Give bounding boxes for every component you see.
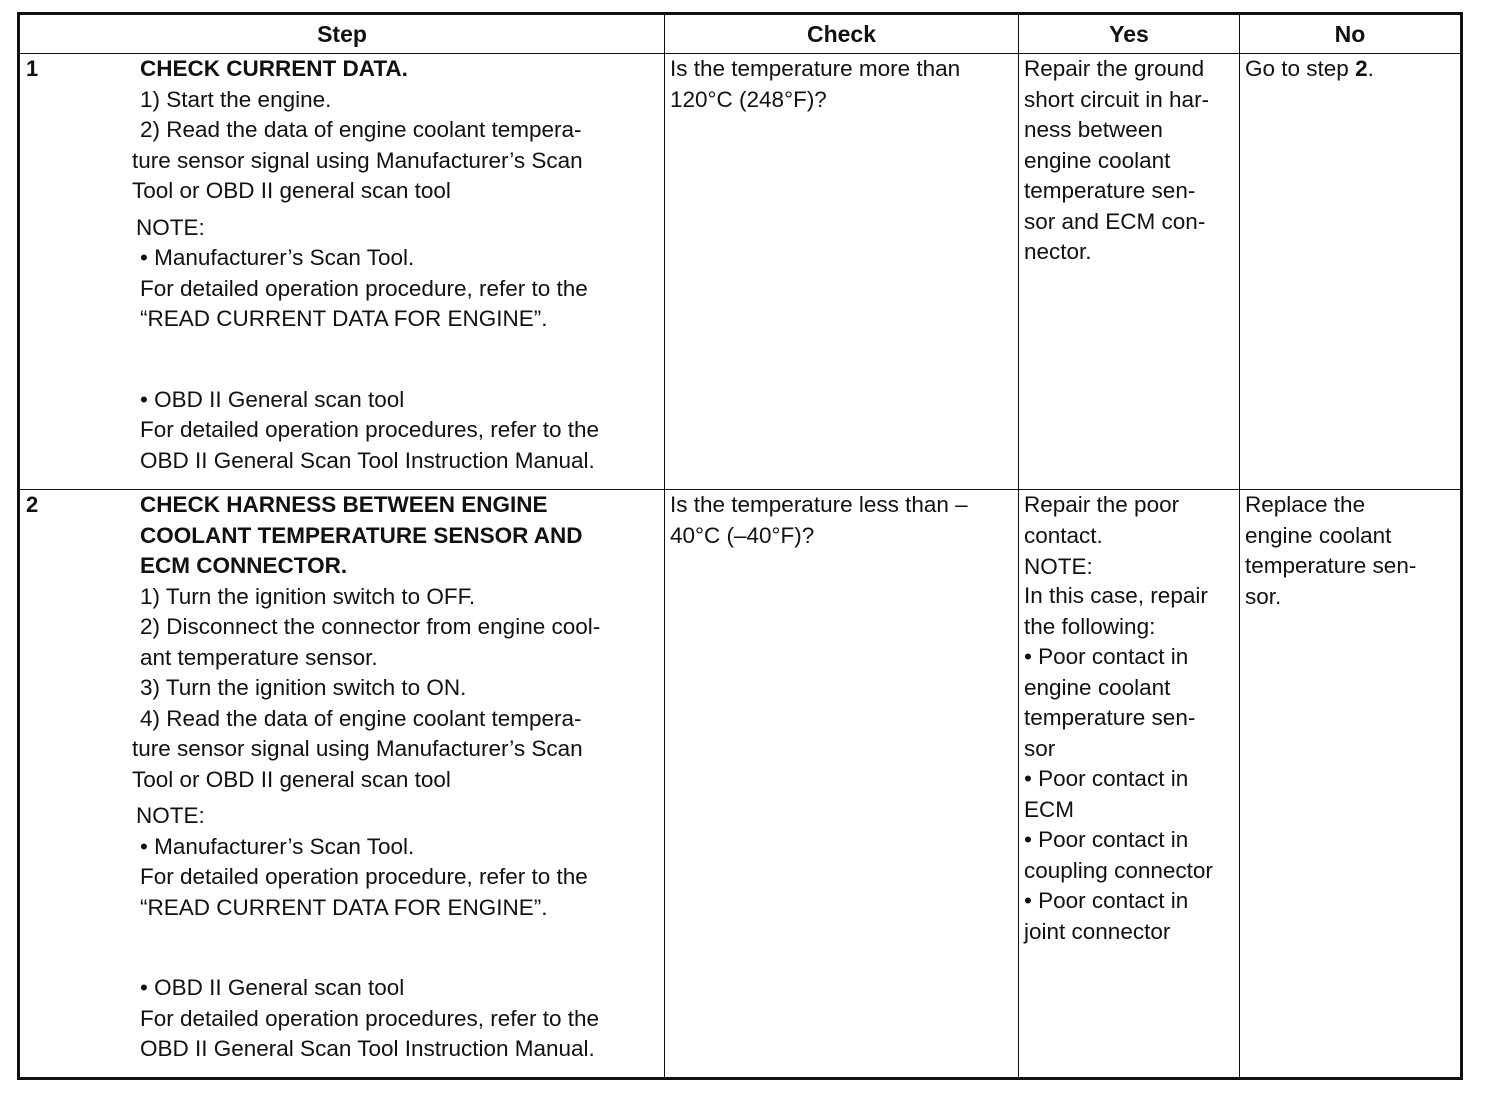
yes-cell: [1019, 54, 1240, 490]
check-line: Is the temperature more than: [670, 56, 961, 81]
header-yes: Yes: [1019, 14, 1240, 54]
step-title: COOLANT TEMPERATURE SENSOR AND: [140, 522, 583, 548]
check-cell: [665, 54, 1019, 490]
yes-line: joint connector: [1024, 918, 1171, 944]
header-step: Step: [19, 14, 665, 54]
yes-line: • Poor contact in: [1024, 766, 1189, 791]
step-line: ant temperature sensor.: [140, 644, 378, 670]
step-line: 2) Read the data of engine coolant tempera-: [140, 117, 582, 142]
yes-line: nector.: [1024, 239, 1092, 264]
bullet-item: • Manufacturer’s Scan Tool.: [140, 245, 415, 270]
bullet-text: OBD II General Scan Tool Instruction Manual.: [140, 1036, 595, 1061]
bullet-text: “READ CURRENT DATA FOR ENGINE”.: [140, 306, 548, 331]
yes-line: contact.: [1024, 522, 1103, 548]
bullet-text: For detailed operation procedure, refer to the: [140, 864, 588, 889]
step-line: 1) Start the engine.: [140, 86, 332, 112]
step-line: Tool or OBD II general scan tool: [132, 178, 451, 203]
yes-line: Repair the poor: [1024, 492, 1180, 517]
bullet-text: OBD II General Scan Tool Instruction Manual.: [140, 447, 595, 473]
bullet-text: “READ CURRENT DATA FOR ENGINE”.: [140, 894, 548, 920]
step-cell: [19, 54, 665, 490]
yes-note-label: NOTE:: [1024, 554, 1093, 579]
header-no: No: [1240, 14, 1462, 54]
yes-line: • Poor contact in: [1024, 888, 1189, 913]
step-title: CHECK HARNESS BETWEEN ENGINE: [140, 492, 548, 517]
table-row: [19, 490, 1462, 1079]
yes-line: engine coolant: [1024, 674, 1171, 700]
no-line: Replace the: [1245, 492, 1366, 517]
yes-line: the following:: [1024, 613, 1156, 639]
no-line: sor.: [1245, 583, 1282, 609]
step-title: ECM CONNECTOR.: [140, 553, 348, 578]
step-line: 2) Disconnect the connector from engine cool-: [140, 614, 601, 639]
bullet-text: For detailed operation procedures, refer to the: [140, 417, 600, 442]
step-line: Tool or OBD II general scan tool: [132, 766, 451, 792]
bullet-text: For detailed operation procedure, refer to the: [140, 275, 588, 301]
check-cell: [665, 490, 1019, 1079]
header-row: [19, 14, 1462, 54]
bullet-text: For detailed operation procedures, refer to the: [140, 1005, 600, 1031]
step-line: 1) Turn the ignition switch to OFF.: [140, 583, 476, 609]
step-title: CHECK CURRENT DATA.: [140, 56, 408, 81]
table-row: [19, 54, 1462, 490]
no-line: temperature sen-: [1245, 553, 1417, 578]
note-label: NOTE:: [136, 214, 205, 240]
bullet-item: • OBD II General scan tool: [140, 386, 405, 412]
header-check: Check: [665, 14, 1019, 54]
no-cell: [1240, 490, 1462, 1079]
step-line: ture sensor signal using Manufacturer’s Scan: [132, 147, 583, 173]
yes-line: sor and ECM con-: [1024, 208, 1206, 234]
check-line: 40°C (–40°F)?: [670, 522, 815, 548]
step-cell: [19, 490, 665, 1079]
step-line: 3) Turn the ignition switch to ON.: [140, 675, 467, 700]
no-line: engine coolant: [1245, 522, 1392, 548]
yes-line: Repair the ground: [1024, 56, 1205, 81]
no-step-link: 2: [1355, 56, 1368, 81]
yes-line: In this case, repair: [1024, 583, 1208, 608]
no-suffix: .: [1367, 56, 1374, 81]
yes-cell: [1019, 490, 1240, 1079]
diagnostic-table: [17, 12, 1463, 1080]
yes-line: • Poor contact in: [1024, 644, 1189, 669]
no-text: Go to step: [1245, 56, 1356, 81]
yes-line: sor: [1024, 735, 1056, 761]
yes-line: engine coolant: [1024, 147, 1171, 173]
check-line: 120°C (248°F)?: [670, 86, 827, 112]
step-number: 1: [26, 56, 39, 81]
no-cell: [1240, 54, 1462, 490]
yes-line: temperature sen-: [1024, 705, 1196, 730]
step-line: 4) Read the data of engine coolant tempera-: [140, 705, 582, 731]
step-line: ture sensor signal using Manufacturer’s Scan: [132, 736, 583, 761]
check-line: Is the temperature less than –: [670, 492, 968, 517]
yes-line: temperature sen-: [1024, 178, 1196, 203]
bullet-item: • OBD II General scan tool: [140, 975, 405, 1000]
note-label: NOTE:: [136, 803, 205, 828]
yes-line: • Poor contact in: [1024, 827, 1189, 852]
yes-line: short circuit in har-: [1024, 86, 1210, 112]
yes-line: coupling connector: [1024, 857, 1213, 883]
bullet-item: • Manufacturer’s Scan Tool.: [140, 833, 415, 859]
step-number: 2: [26, 492, 39, 517]
yes-line: ness between: [1024, 117, 1163, 142]
yes-line: ECM: [1024, 796, 1074, 822]
